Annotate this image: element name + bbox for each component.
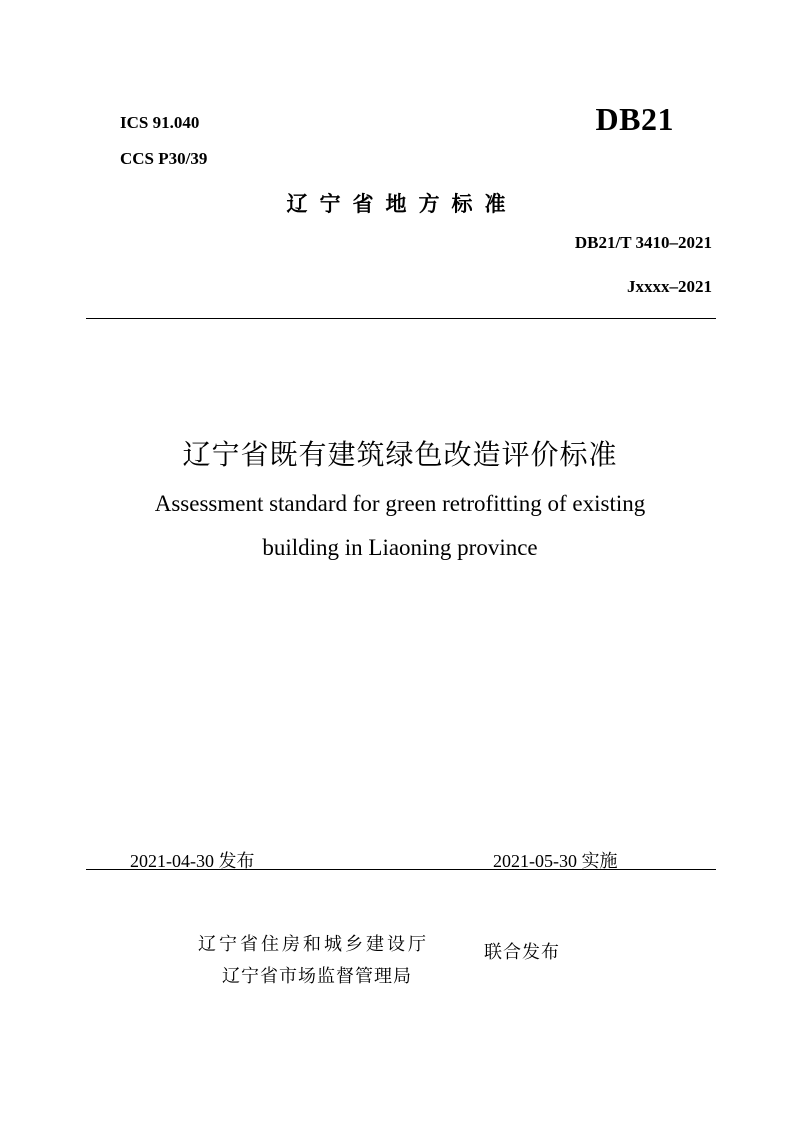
issuer-market-regulation-bureau: 辽宁省市场监督管理局 xyxy=(222,966,412,987)
standard-number: DB21/T 3410–2021 xyxy=(574,233,712,252)
bottom-divider xyxy=(86,869,716,870)
issuer-housing-department: 辽宁省住房和城乡建设厅 xyxy=(198,934,429,955)
ccs-code: CCS P30/39 xyxy=(120,149,208,168)
top-divider xyxy=(86,318,716,319)
record-number: Jxxxx–2021 xyxy=(627,277,712,296)
title-chinese: 辽宁省既有建筑绿色改造评价标准 xyxy=(182,438,618,471)
ics-code: ICS 91.040 xyxy=(120,113,200,132)
db-code: DB21 xyxy=(595,101,674,137)
title-english-line1: Assessment standard for green retrofitting of existing xyxy=(154,491,646,516)
implementation-date: 2021-05-30 实施 xyxy=(493,851,618,871)
joint-issue-label: 联合发布 xyxy=(484,942,560,963)
title-english-line2: building in Liaoning province xyxy=(262,535,538,560)
standard-type: 辽宁省地方标准 xyxy=(286,192,518,216)
issue-date: 2021-04-30 发布 xyxy=(130,851,255,871)
